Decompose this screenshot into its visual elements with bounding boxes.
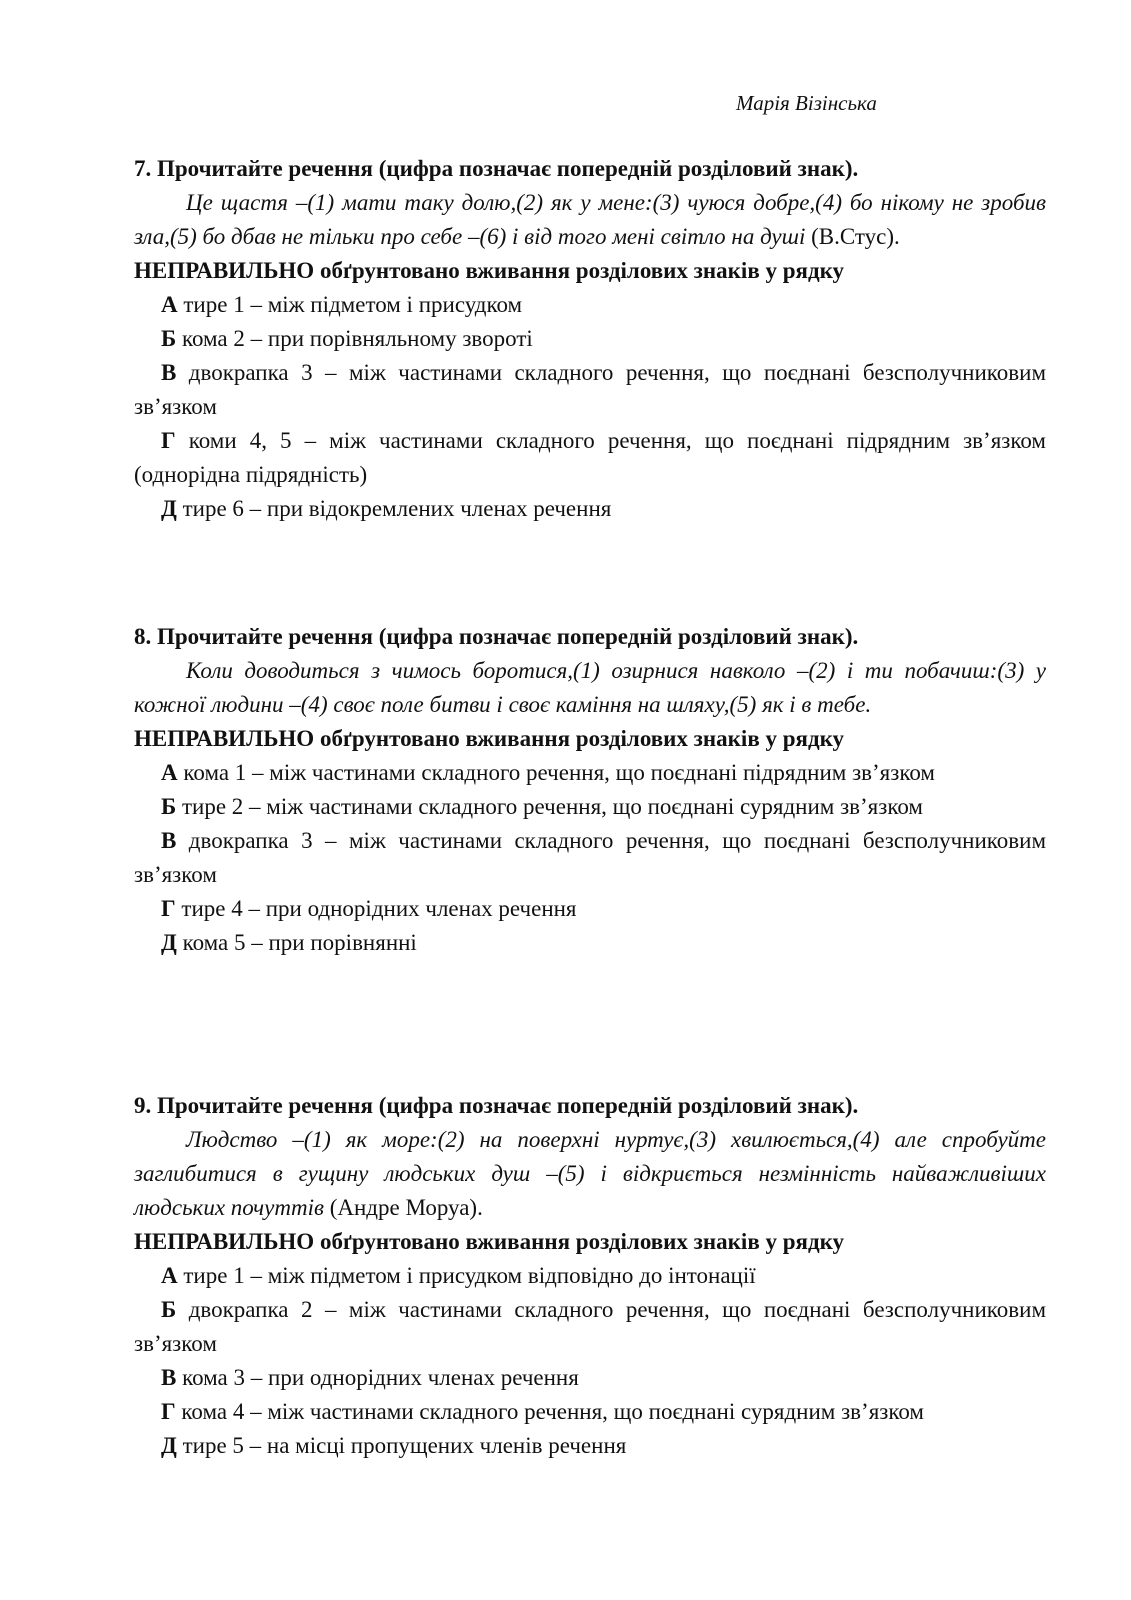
option-text: кома 2 – при порівняльному звороті xyxy=(176,326,533,351)
sentence-source: (В.Стус). xyxy=(805,224,900,249)
task-title: 9. Прочитайте речення (цифра позначає попередній розділовий знак). xyxy=(134,1093,859,1118)
option-letter: Д xyxy=(161,496,177,521)
sentence-source: (Андре Моруа). xyxy=(323,1195,483,1220)
option-letter: Б xyxy=(161,326,177,351)
option-h xyxy=(134,1395,1046,1429)
option-text: двокрапка 3 – між частинами складного речення, що поєднані безсполучниковим зв’язком xyxy=(134,360,1046,419)
option-text: тире 2 – між частинами складного речення, що поєднані сурядним зв’язком xyxy=(176,794,923,819)
option-letter: А xyxy=(161,760,178,785)
option-b xyxy=(134,322,1046,356)
option-letter: А xyxy=(161,1263,178,1288)
option-text: двокрапка 3 – між частинами складного речення, що поєднані безсполучниковим зв’язком xyxy=(134,828,1046,887)
option-v xyxy=(134,824,1046,892)
option-letter: Г xyxy=(161,1399,176,1424)
option-d xyxy=(134,492,1046,526)
option-letter: Г xyxy=(161,896,176,921)
option-letter: Б xyxy=(161,1297,177,1322)
task-title: 8. Прочитайте речення (цифра позначає попередній розділовий знак). xyxy=(134,624,859,649)
option-text: кома 5 – при порівнянні xyxy=(176,930,417,955)
option-letter: В xyxy=(161,828,177,853)
option-text: кома 4 – між частинами складного речення, що поєднані сурядним зв’язком xyxy=(175,1399,924,1424)
page-header-author: Марія Візінська xyxy=(736,91,877,115)
option-text: тире 4 – при однорідних членах речення xyxy=(175,896,577,921)
option-a xyxy=(134,756,1046,790)
task-title: 7. Прочитайте речення (цифра позначає попередній розділовий знак). xyxy=(134,156,859,181)
option-text: тире 1 – між підметом і присудком відповідно до інтонації xyxy=(177,1263,756,1288)
option-text: тире 6 – при відокремлених членах речення xyxy=(176,496,612,521)
option-h xyxy=(134,892,1046,926)
option-text: кома 3 – при однорідних членах речення xyxy=(176,1365,579,1390)
option-letter: Д xyxy=(161,930,177,955)
option-letter: Г xyxy=(161,428,176,453)
option-letter: Б xyxy=(161,794,177,819)
option-text: тире 5 – на місці пропущених членів речення xyxy=(176,1433,627,1458)
option-letter: А xyxy=(161,292,178,317)
option-text: коми 4, 5 – між частинами складного речення, що поєднані підрядним зв’язком (однорідна підрядність) xyxy=(134,428,1046,487)
option-d xyxy=(134,1429,1046,1463)
option-b xyxy=(134,1293,1046,1361)
question-text: НЕПРАВИЛЬНО обґрунтовано вживання розділових знаків у рядку xyxy=(134,258,845,283)
option-v xyxy=(134,1361,1046,1395)
sentence-text: Людство –(1) як море:(2) на поверхні нуртує,(3) хвилюється,(4) але спробуйте заглибитися в гущину людських душ –(5) і відкриється незмінність найважливіших людських почуттів xyxy=(134,1127,1046,1220)
option-h xyxy=(134,424,1046,492)
task-sentence xyxy=(134,654,1046,722)
option-a xyxy=(134,1259,1046,1293)
task-9 xyxy=(134,1089,1046,1463)
sentence-text: Коли доводиться з чимось боротися,(1) озирнися навколо –(2) і ти побачиш:(3) у кожної людини –(4) своє поле битви і своє каміння на шляху,(5) як і в тебе. xyxy=(134,658,1046,717)
sentence-text: Це щастя –(1) мати таку долю,(2) як у мене:(3) чуюся добре,(4) бо нікому не зробив зла,(5) бо дбав не тільки про себе –(6) і від того мені світло на душі xyxy=(134,190,1046,249)
option-letter: Д xyxy=(161,1433,177,1458)
task-7 xyxy=(134,152,1046,526)
option-d xyxy=(134,926,1046,960)
option-letter: В xyxy=(161,360,177,385)
option-text: кома 1 – між частинами складного речення, що поєднані підрядним зв’язком xyxy=(177,760,935,785)
option-b xyxy=(134,790,1046,824)
task-8 xyxy=(134,620,1046,960)
option-letter: В xyxy=(161,1365,177,1390)
option-a xyxy=(134,288,1046,322)
option-v xyxy=(134,356,1046,424)
task-sentence xyxy=(134,1123,1046,1225)
question-text: НЕПРАВИЛЬНО обґрунтовано вживання розділових знаків у рядку xyxy=(134,1229,845,1254)
task-sentence xyxy=(134,186,1046,254)
option-text: двокрапка 2 – між частинами складного речення, що поєднані безсполучниковим зв’язком xyxy=(134,1297,1046,1356)
question-text: НЕПРАВИЛЬНО обґрунтовано вживання розділових знаків у рядку xyxy=(134,726,845,751)
option-text: тире 1 – між підметом і присудком xyxy=(177,292,523,317)
